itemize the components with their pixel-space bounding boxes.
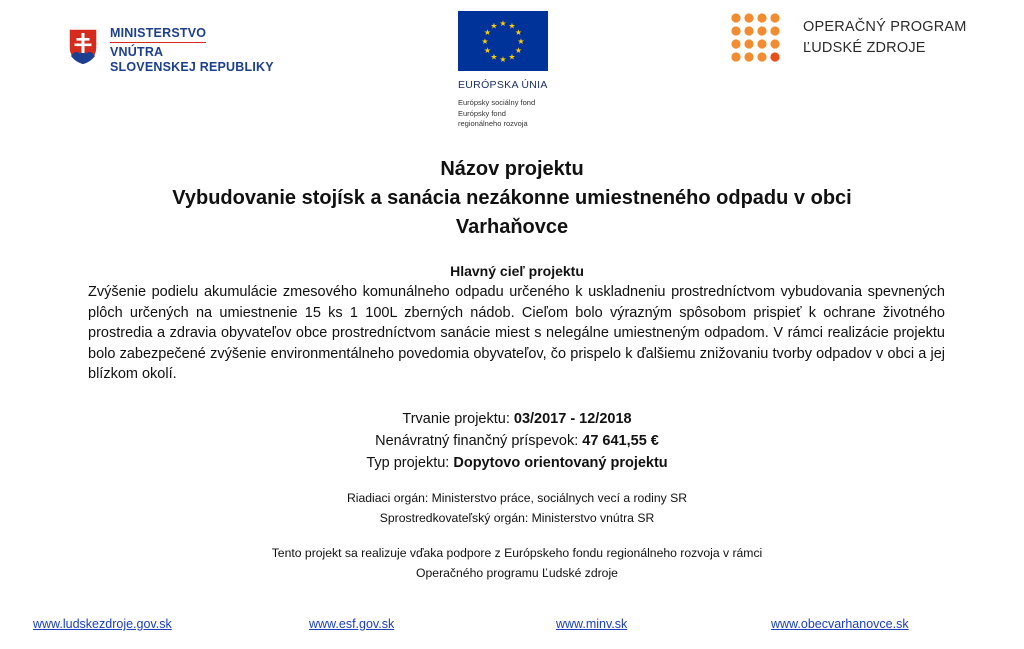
svg-text:★: ★ xyxy=(483,28,492,37)
eu-name: EURÓPSKA ÚNIA xyxy=(458,79,548,91)
project-title-line1: Vybudovanie stojísk a sanácia nezákonne umiestneného odpadu v obci xyxy=(172,187,852,209)
svg-text:★: ★ xyxy=(508,21,516,31)
eu-fund-line: Európsky sociálny fond xyxy=(458,98,536,107)
contribution-row xyxy=(0,430,1024,452)
link-obecvarhanovce[interactable]: www.obecvarhanovce.sk xyxy=(771,617,909,631)
goal-description: Zvýšenie podielu akumulácie zmesového komunálneho odpadu určeného k uskladneniu prostredníctvom vybudovania spevnených plôch určených na umiestnenie 15 ks 1 100L zberných nádob. Cieľom bolo výrazným spôsobom prispieť k ochrane životného prostredia a zdravia obyvateľov obce prostredníctvom sanácie miest s nelegálne umiestneným odpadom. V rámci realizácie projektu bolo zabezpečené zvýšenie environmentálneho povedomia obyvateľov, čo prispelo k ďalšiemu znižovaniu tvorby odpadov v obci a jej blízkom okolí. xyxy=(88,284,945,382)
ministry-line1: MINISTERSTVO xyxy=(110,26,206,43)
ministry-line3: SLOVENSKEJ REPUBLIKY xyxy=(110,60,274,74)
svg-text:★: ★ xyxy=(490,21,498,31)
eu-flag-icon xyxy=(458,11,548,71)
duration-value: 03/2017 - 12/2018 xyxy=(513,411,632,427)
svg-text:★: ★ xyxy=(514,28,523,37)
support-statement xyxy=(0,544,1024,583)
type-label: Typ projektu: xyxy=(366,455,454,471)
type-row xyxy=(0,452,1024,474)
dots-grid-icon xyxy=(730,12,782,64)
eu-logo xyxy=(458,11,608,131)
eu-fund-names xyxy=(458,98,535,130)
support-line2: Operačného programu Ľudské zdroje xyxy=(416,565,618,580)
contribution-value: 47 641,55 € xyxy=(582,433,659,449)
operational-program-text xyxy=(803,17,967,59)
intermediate-body: Sprostredkovateľský orgán: Ministerstvo vnútra SR xyxy=(379,510,655,525)
svg-text:★: ★ xyxy=(490,52,498,62)
link-minv[interactable]: www.minv.sk xyxy=(556,617,628,631)
project-title-block xyxy=(0,155,1024,242)
ministry-logo xyxy=(68,22,298,78)
svg-text:★: ★ xyxy=(499,55,507,64)
ministry-logo-text xyxy=(110,26,274,75)
project-title-line2: Varhaňovce xyxy=(455,216,569,238)
goal-heading: Hlavný cieľ projektu xyxy=(450,263,584,279)
eu-fund-line: regionálneho rozvoja xyxy=(458,119,528,128)
project-heading: Názov projektu xyxy=(440,158,584,180)
project-details xyxy=(0,408,1024,474)
op-line1: OPERAČNÝ PROGRAM xyxy=(803,19,967,35)
duration-label: Trvanie projektu: xyxy=(402,411,514,427)
op-line2: ĽUDSKÉ ZDROJE xyxy=(803,40,926,56)
support-line1: Tento projekt sa realizuje vďaka podpore z Európskeho fondu regionálneho rozvoja v rámci xyxy=(271,546,763,560)
type-value: Dopytovo orientovaný projektu xyxy=(453,455,668,471)
operational-program-logo xyxy=(730,12,990,68)
ministry-line2: VNÚTRA xyxy=(110,45,164,59)
link-ludskezdroje[interactable]: www.ludskezdroje.gov.sk xyxy=(33,617,172,631)
organs-block xyxy=(0,489,1024,528)
contribution-label: Nenávratný finančný príspevok: xyxy=(375,433,583,449)
svg-text:★: ★ xyxy=(483,46,492,55)
duration-row xyxy=(0,408,1024,430)
svg-text:★: ★ xyxy=(517,37,525,46)
managing-authority: Riadiaci orgán: Ministerstvo práce, sociálnych vecí a rodiny SR xyxy=(346,491,688,505)
svg-text:★: ★ xyxy=(481,37,489,46)
eu-fund-line: Európsky fond xyxy=(458,108,506,118)
link-esf[interactable]: www.esf.gov.sk xyxy=(309,617,395,631)
svg-text:★: ★ xyxy=(499,19,507,28)
slovak-coat-of-arms-icon xyxy=(68,28,98,66)
svg-text:★: ★ xyxy=(508,52,516,62)
svg-text:★: ★ xyxy=(514,46,523,55)
